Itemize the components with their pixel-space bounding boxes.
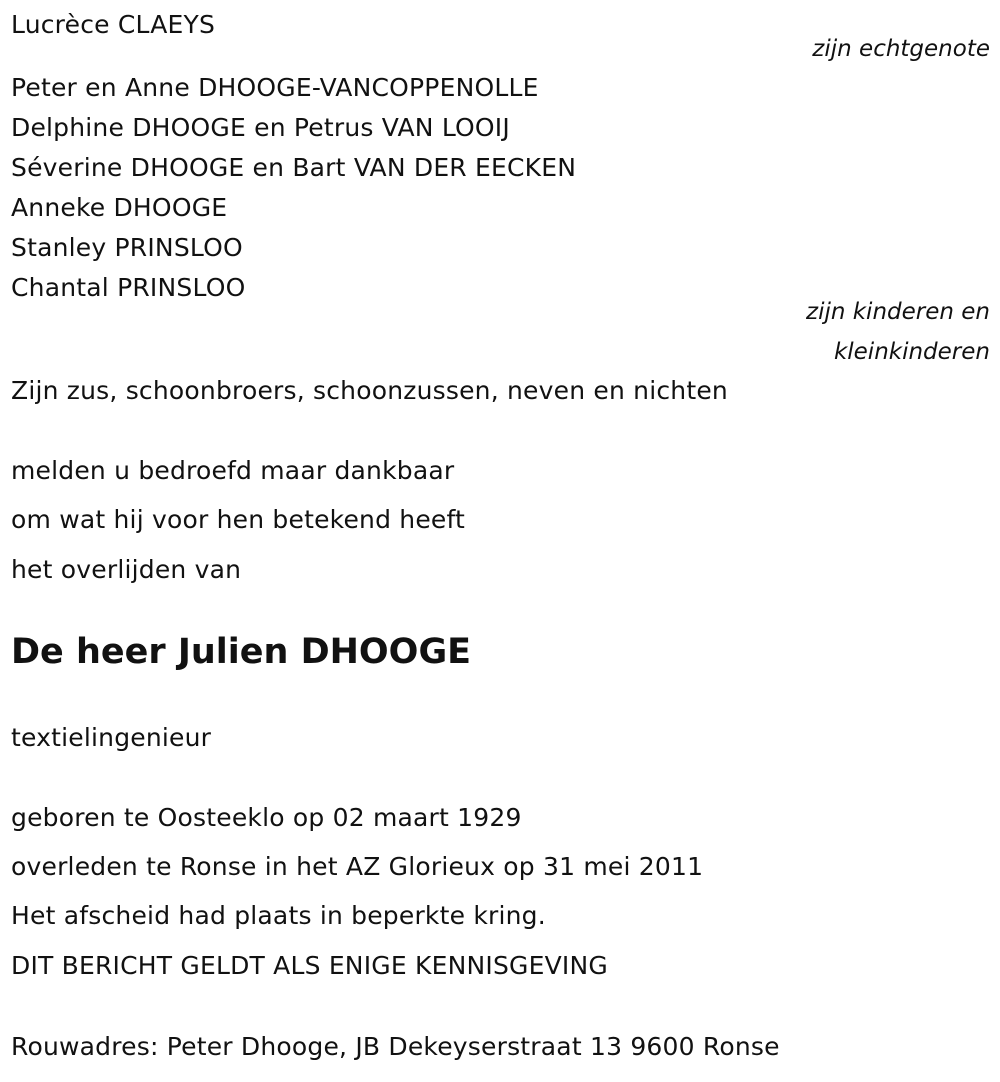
child-name-4: Anneke DHOOGE [11,193,228,222]
farewell-detail: Het afscheid had plaats in beperkte kring. [11,901,546,930]
child-name-5: Stanley PRINSLOO [11,233,243,262]
announcement-line-3: het overlijden van [11,555,242,584]
announcement-line-1: melden u bedroefd maar dankbaar [11,456,455,485]
child-name-3: Séverine DHOOGE en Bart VAN DER EECKEN [11,153,577,182]
deceased-name: De heer Julien DHOOGE [11,632,472,672]
children-relation-line2: kleinkinderen [833,339,990,365]
spouse-name: Lucrèce CLAEYS [11,10,216,39]
deceased-profession: textielingenieur [11,723,212,752]
notice-detail: DIT BERICHT GELDT ALS ENIGE KENNISGEVING [11,951,608,980]
children-relation-line1: zijn kinderen en [806,299,990,325]
child-name-2: Delphine DHOOGE en Petrus VAN LOOIJ [11,113,510,142]
mourning-address: Rouwadres: Peter Dhooge, JB Dekeyserstraat 13 9600 Ronse [11,1032,780,1061]
announcement-line-2: om wat hij voor hen betekend heeft [11,505,466,534]
birth-detail: geboren te Oosteeklo op 02 maart 1929 [11,803,522,832]
death-detail: overleden te Ronse in het AZ Glorieux op 31 mei 2011 [11,852,704,881]
extended-family: Zijn zus, schoonbroers, schoonzussen, neven en nichten [11,376,728,405]
spouse-relation: zijn echtgenote [812,36,990,62]
child-name-6: Chantal PRINSLOO [11,273,246,302]
child-name-1: Peter en Anne DHOOGE-VANCOPPENOLLE [11,73,539,102]
